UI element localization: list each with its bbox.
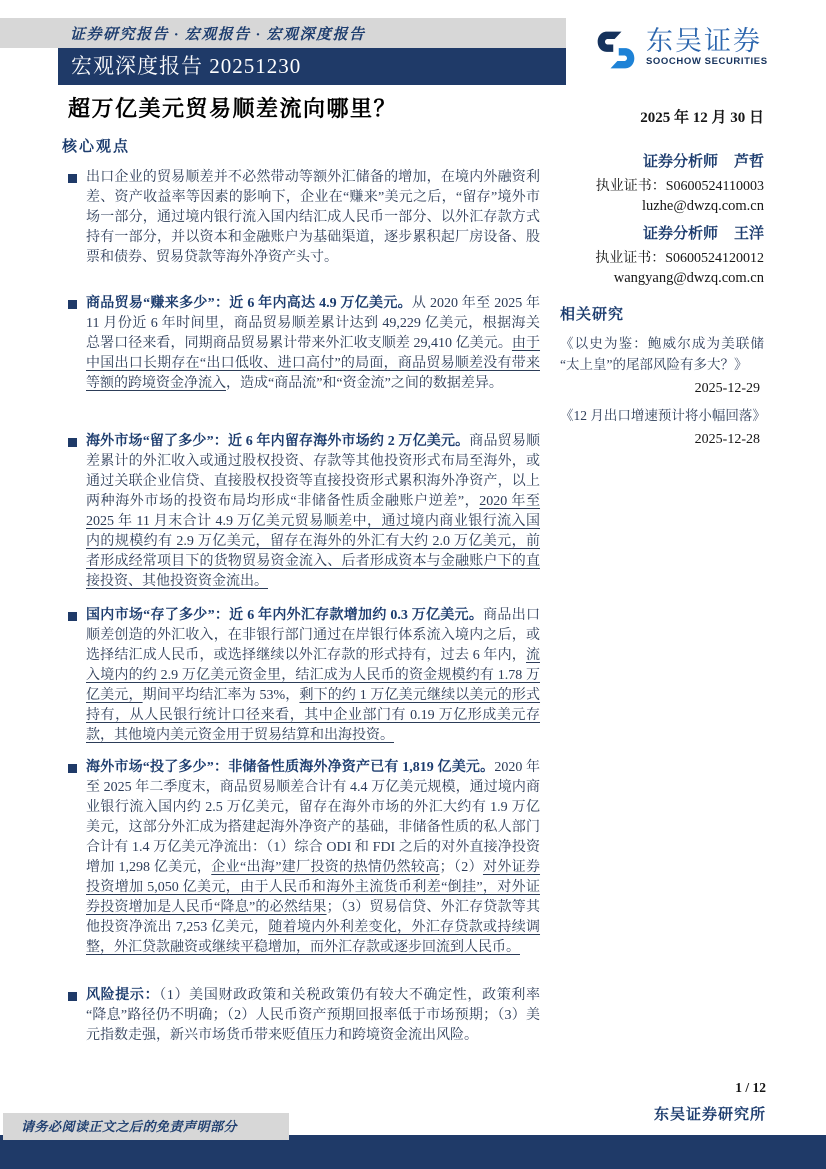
analyst-email: luzhe@dwzq.com.cn bbox=[641, 198, 764, 214]
core-views-list bbox=[62, 168, 540, 1046]
bullet-item bbox=[62, 606, 540, 746]
report-date: 2025 年 12 月 30 日 bbox=[640, 110, 764, 126]
related-research-heading: 相关研究 bbox=[560, 307, 625, 323]
analyst-cert: 执业证书：S0600524120012 bbox=[595, 251, 764, 266]
right-sidebar bbox=[560, 150, 764, 456]
logo-cn-name: 东吴证券 bbox=[646, 26, 762, 56]
bullet-item bbox=[62, 294, 540, 394]
bullet-item bbox=[62, 168, 540, 268]
logo-text bbox=[646, 26, 768, 67]
page-title: 超万亿美元贸易顺差流向哪里？ bbox=[68, 96, 398, 121]
bullet-text: 海外市场“投了多少”：非储备性质海外净资产已有 1,819 亿美元。2020 年至 2025 年二季度末，商品贸易顺差合计有 4.4 万亿美元规模，通过境内商业银行流入国内约 2.5 万亿美元，留存在海外市场的外汇大约有 1.9 万亿美元，这部分外汇成为搭建起海外净资产的基础，非储备性质的私人部门合计有 1.4 万亿美元净流出：（1）综合 ODI 和 FDI 之后的对外直接净投资增加 1,298 亿美元，企业“出海”建厂投资的热情仍然较高；（2）对外证券投资增加 5,050 亿美元，由于人民币和海外主流货币利差“倒挂”，对外证券投资增加是人民币“降息”的必然结果；（3）贸易信贷、外汇存贷款等其他投资净流出 7,253 亿美元，随着境内外利差变化，外汇存贷款或持续调整，外汇贷款融资或继续平稳增加，而外汇存款或逐步回流到人民币。 bbox=[86, 760, 541, 955]
footer-disclaimer-box bbox=[3, 1113, 289, 1140]
bullet-square-icon bbox=[68, 612, 77, 621]
analyst-title-row bbox=[560, 150, 764, 171]
bullet-square-icon bbox=[68, 992, 77, 1001]
bullet-item bbox=[62, 758, 540, 958]
analyst-email: wangyang@dwzq.com.cn bbox=[613, 270, 764, 286]
bullet-square-icon bbox=[68, 174, 77, 183]
related-research-date: 2025-12-29 bbox=[694, 381, 760, 396]
related-research-date: 2025-12-28 bbox=[694, 432, 760, 447]
related-research-title: 《12 月出口增速预计将小幅回落》 bbox=[560, 408, 766, 423]
analyst-role: 证券分析师 bbox=[642, 154, 718, 170]
related-research-section bbox=[560, 303, 764, 448]
bullet-square-icon bbox=[68, 438, 77, 447]
bullet-text: 风险提示：（1）美国财政政策和关税政策仍有较大不确定性，政策利率“降息”路径仍不明确；（2）人民币资产预期回报率低于市场预期；（3）美元指数走强，新兴市场货币带来贬值压力和跨境资金流出风险。 bbox=[86, 988, 541, 1043]
analyst-block bbox=[560, 150, 764, 287]
related-research-title: 《以史为鉴：鲍威尔成为美联储“太上皇”的尾部风险有多大？》 bbox=[560, 336, 764, 372]
disclaimer-text: 请务必阅读正文之后的免责声明部分 bbox=[21, 1119, 238, 1134]
analyst-role: 证券分析师 bbox=[642, 226, 718, 242]
bullet-text: 商品贸易“赚来多少”：近 6 年内高达 4.9 万亿美元。从 2020 年至 2025 年 11 月份近 6 年时间里，商品贸易顺差累计达到 49,229 亿美元，根据海关总署口径来看，同期商品贸易累计带来外汇收支顺差 29,410 亿美元。由于中国出口长期存在“出口低收、进口高付”的局面，商品贸易顺差没有带来等额的跨境资金净流入，造成“商品流”和“资金流”之间的数据差异。 bbox=[86, 296, 541, 391]
report-type: 宏观深度报告 20251230 bbox=[71, 54, 302, 78]
bullet-square-icon bbox=[68, 764, 77, 773]
analyst-cert: 执业证书：S0600524110003 bbox=[595, 179, 764, 194]
header-navy-band bbox=[58, 48, 566, 85]
footer-navy-bar bbox=[0, 1135, 826, 1169]
research-institute: 东吴证券研究所 bbox=[653, 1107, 766, 1123]
soochow-logo bbox=[594, 26, 768, 72]
core-views-section bbox=[62, 135, 540, 1046]
header-gray-band bbox=[0, 18, 566, 48]
bullet-text: 出口企业的贸易顺差并不必然带动等额外汇储备的增加，在境内外融资利差、资产收益率等因素的影响下，企业在“赚来”美元之后，“留存”境外市场一部分，通过境内银行流入国内结汇成人民币一部分、以外汇存款方式持有一部分，并以资本和金融账户为基础渠道，逐步累积起厂房设备、股票和债券、贸易贷款等海外净资产头寸。 bbox=[86, 170, 540, 265]
page-number: 1 / 12 bbox=[735, 1080, 766, 1095]
soochow-logo-mark-icon bbox=[594, 28, 638, 72]
bullet-text: 国内市场“存了多少”：近 6 年内外汇存款增加约 0.3 万亿美元。商品出口顺差创造的外汇收入，在非银行部门通过在岸银行体系流入境内之后，或选择结汇成人民币，或选择继续以外汇存款的形式持有，过去 6 年内，流入境内的约 2.9 万亿美元资金里，结汇成为人民币的资金规模约有 1.78 万亿美元，期间平均结汇率为 53%，剩下的约 1 万亿美元继续以美元的形式持有，从人民银行统计口径来看，其中企业部门有 0.19 万亿形成美元存款，其他境内美元资金用于贸易结算和出海投资。 bbox=[86, 608, 541, 743]
core-views-heading: 核心观点 bbox=[62, 139, 131, 155]
analyst-name: 王洋 bbox=[733, 226, 764, 242]
report-category: 证券研究报告 · 宏观报告 · 宏观深度报告 bbox=[70, 27, 366, 43]
logo-en-name: SOOCHOW SECURITIES bbox=[646, 56, 768, 67]
bullet-square-icon bbox=[68, 300, 77, 309]
analyst-title-row bbox=[560, 222, 764, 243]
bullet-item bbox=[62, 986, 540, 1046]
analyst-name: 芦哲 bbox=[733, 154, 764, 170]
bullet-text: 海外市场“留了多少”：近 6 年内留存海外市场约 2 万亿美元。商品贸易顺差累计的外汇收入或通过股权投资、存款等其他投资形式布局至海外，或通过关联企业信贷、直接股权投资等直接投资形式累积海外净资产，以上两种海外市场的投资布局均形成“非储备性质金融账户逆差”，2020 年至 2025 年 11 月末合计 4.9 万亿美元贸易顺差中，通过境内商业银行流入国内的规模约有 2.9 万亿美元，留存在海外的外汇有大约 2.0 万亿美元，前者形成经常项目下的货物贸易资金流入、后者形成资本与金融账户下的直接投资、其他投资资金流出。 bbox=[86, 434, 541, 589]
bullet-item bbox=[62, 432, 540, 592]
